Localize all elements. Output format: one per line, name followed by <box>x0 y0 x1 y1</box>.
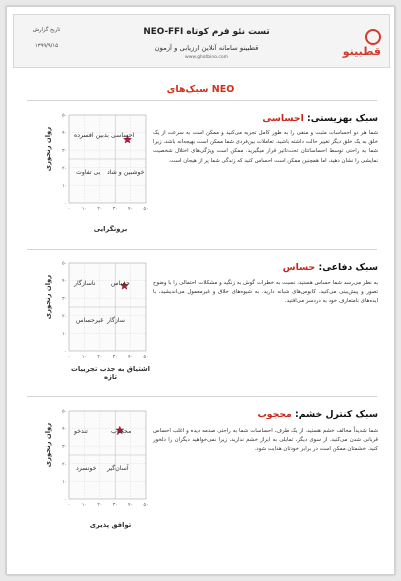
y-tick-label: ۵۰ <box>62 261 67 267</box>
style-title-3: سبک کنترل خشم: محجوب <box>257 409 378 420</box>
quadrant-label: خوشبین و شاد <box>107 169 145 176</box>
website-link[interactable]: www.ghotbino.com <box>185 55 228 60</box>
x-tick-label: ۴۰ <box>128 503 134 508</box>
style-title-2: سبک دفاعی: حساس <box>282 262 378 273</box>
x-tick-label: ۳۰ <box>112 503 118 508</box>
report-page <box>6 6 395 575</box>
x-tick-label: ۰ <box>67 355 71 360</box>
x-tick-label: ۵۰ <box>143 207 149 212</box>
y-tick-label: ۰ <box>64 497 67 503</box>
style-title-1-value: احساسی <box>262 113 304 124</box>
x-tick-label: ۵۰ <box>143 503 149 508</box>
quadrant-chart-3 <box>34 405 152 534</box>
report-title: تست نئو فرم کوتاه NEO-FFI <box>143 27 270 37</box>
x-tick-label: ۰ <box>67 207 71 212</box>
section-divider-1 <box>27 249 377 250</box>
y-tick-label: ۲۰ <box>62 314 67 320</box>
x-tick-label: ۲۰ <box>97 503 103 508</box>
report-header <box>13 14 390 68</box>
x-tick-label: ۲۰ <box>97 207 103 212</box>
x-tick-label: ۰ <box>67 503 71 508</box>
y-tick-label: ۵۰ <box>62 113 67 119</box>
quadrant-label: محجوب <box>111 428 132 435</box>
y-tick-label: ۴۰ <box>62 279 67 285</box>
x-tick-label: ۱۰ <box>81 355 87 360</box>
quadrant-label: ناسازگار <box>74 280 96 287</box>
x-tick-label: ۴۰ <box>128 207 134 212</box>
x-tick-label: ۵۰ <box>143 355 149 360</box>
quadrant-chart-1 <box>34 109 152 238</box>
x-tick-label: ۴۰ <box>128 355 134 360</box>
y-tick-label: ۲۰ <box>62 166 67 172</box>
x-axis-label: اشتیاق به جذب تجربیات تازه <box>70 365 150 381</box>
y-axis-label: روان رنجوری <box>44 274 53 320</box>
x-tick-label: ۳۰ <box>112 355 118 360</box>
y-tick-label: ۴۰ <box>62 427 67 433</box>
report-subtitle: قطبینو سامانه آنلاین ارزیابی و آزمون <box>154 44 259 52</box>
style-title-1: سبک بهزیستی: احساسی <box>262 113 378 124</box>
quadrant-label: تندخو <box>74 428 88 435</box>
quadrant-label: احساسی <box>111 132 135 139</box>
logo-ring-icon <box>365 29 381 45</box>
quadrant-label: بی تفاوت <box>76 169 101 176</box>
style-description-1: شما هر دو احساسات مثبت و منفی را به طور کامل تجربه می‌کنید و ممکن است به سرعت از یک خلق به یک خلق دیگر تغییر حالت داشته باشید. تعاملات بین‌فردی شما ممکن است بهیجه‌انه باشد، زیرا شما به راحتی توسط احساساتتان تحت‌تاثیر قرار میگیرید. ممکن است ویژگی‌های اختلال شخصیت نمایشی را نشان دهید، اما همچنین ممکن است احساس کنید که زندگی شما پر از هیجان است. <box>153 130 378 164</box>
x-axis-label: برونگرایی <box>93 225 128 233</box>
quadrant-label: خونسرد <box>76 465 97 472</box>
quadrant-label: آسان‌گیر <box>107 465 129 472</box>
y-tick-label: ۳۰ <box>62 444 67 450</box>
quadrant-label: حساس <box>111 280 130 287</box>
y-tick-label: ۳۰ <box>62 148 67 154</box>
y-tick-label: ۴۰ <box>62 131 67 137</box>
quadrant-label: غیرحساس <box>76 317 104 324</box>
y-tick-label: ۰ <box>64 201 67 207</box>
section-divider-2 <box>27 396 377 397</box>
date-label: تاریخ گزارش <box>32 27 61 33</box>
x-axis-label: توافق پذیری <box>89 521 132 529</box>
x-tick-label: ۳۰ <box>112 207 118 212</box>
style-title-3-value: محجوب <box>257 409 292 420</box>
style-title-1-prefix: سبک بهزیستی <box>310 113 378 124</box>
style-title-3-prefix: سبک کنترل خشم <box>298 409 378 420</box>
style-title-2-value: حساس <box>282 262 316 273</box>
header-titles <box>114 27 299 60</box>
x-tick-label: ۱۰ <box>81 503 87 508</box>
section-title: سبک‌های NEO <box>166 84 235 95</box>
y-tick-label: ۵۰ <box>62 409 67 415</box>
date-value: ۱۳۹۹/۹/۱۵ <box>35 43 58 49</box>
section-divider <box>27 100 377 101</box>
y-tick-label: ۱۰ <box>62 332 67 337</box>
y-tick-label: ۱۰ <box>62 184 67 189</box>
y-tick-label: ۲۰ <box>62 462 67 468</box>
y-tick-label: ۰ <box>64 349 67 355</box>
quadrant-chart-2 <box>34 257 152 386</box>
quadrant-label: بدبین افسرده <box>74 132 109 139</box>
quadrant-label: سازگار <box>107 317 125 324</box>
brand-logo: قطبینو <box>335 29 381 49</box>
x-tick-label: ۱۰ <box>81 207 87 212</box>
report-date <box>24 27 69 49</box>
style-description-2: به نظر می‌رسد شما حساس هستید، نسبت به خطرات گوش به زنگید و مشکلات احتمالی را با وضوح تصور و پیش‌بینی می‌کنید. کابوس‌های شبانه دارید. به شیوه‌های خلاق و غیرمعمول می‌اندیشید، با ایده‌های نامتعارف خود به دردسر می‌افتید. <box>153 280 378 305</box>
y-tick-label: ۳۰ <box>62 296 67 302</box>
y-axis-label: روان رنجوری <box>44 422 53 468</box>
style-description-3: شما شدیداً مخالف خشم هستید. از یک طرف، احساسات شما به راحتی صدمه دیده و اغلب احساس قربانی شدن می‌کنید. از سوی دیگر، تمایلی به ابراز خشم ندارید، زیرا نمی‌خواهید دیگران را دلخور کنید. خشمتان ممکن است در برابر خودتان هدایت شود. <box>153 428 378 453</box>
x-tick-label: ۲۰ <box>97 355 103 360</box>
style-title-2-prefix: سبک دفاعی <box>322 262 378 273</box>
y-tick-label: ۱۰ <box>62 480 67 485</box>
y-axis-label: روان رنجوری <box>44 126 53 172</box>
